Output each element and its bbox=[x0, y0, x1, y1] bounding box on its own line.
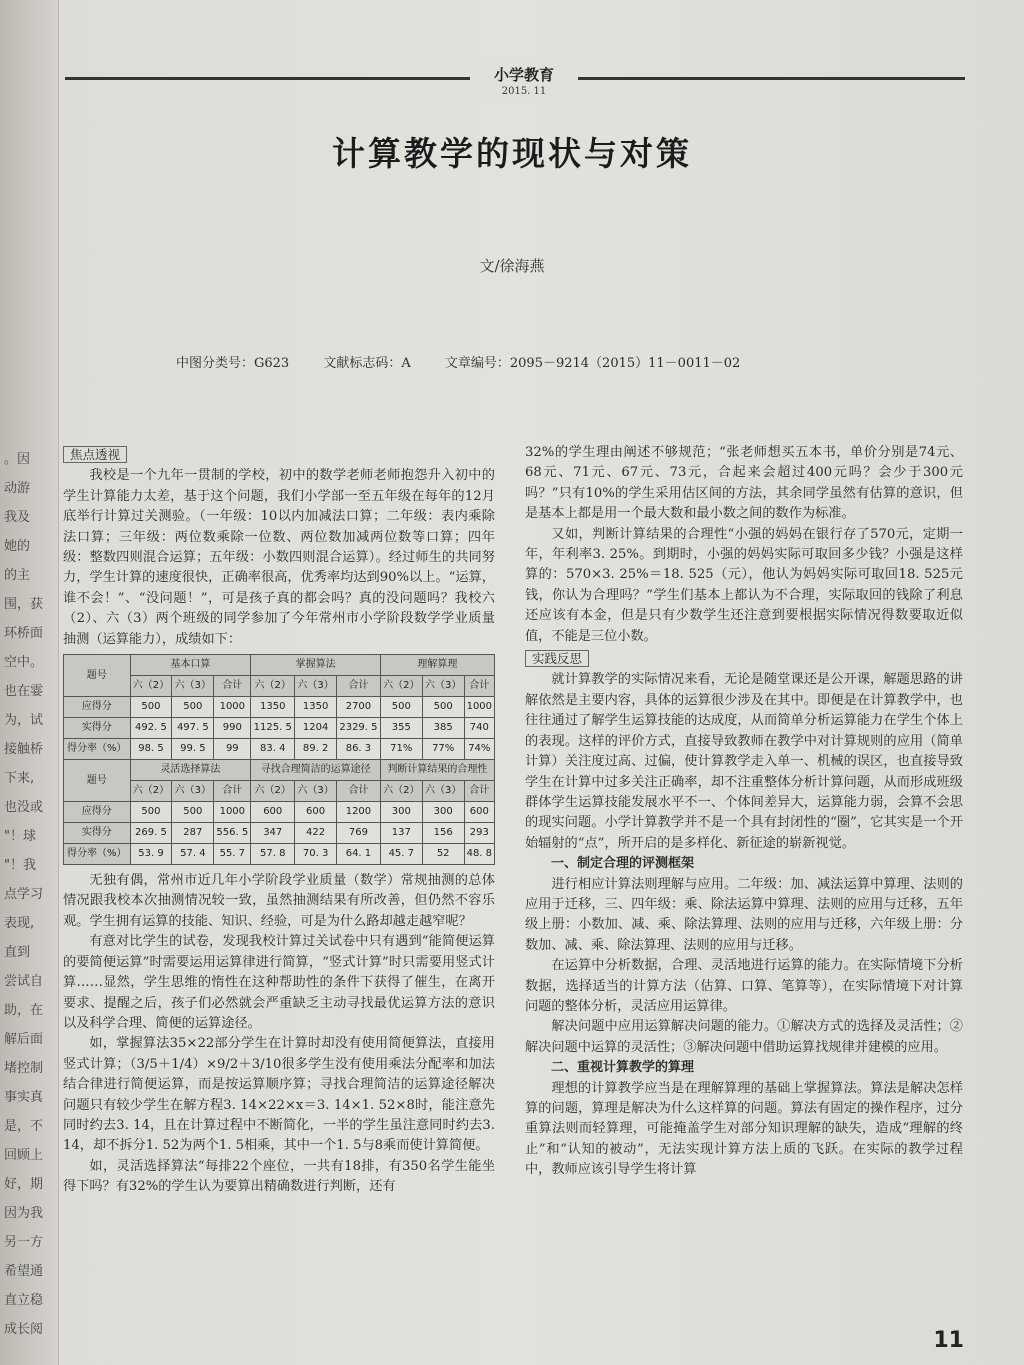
fragment-text: 她的 bbox=[4, 539, 31, 554]
table-cell: 1204 bbox=[295, 718, 337, 739]
score-table-body bbox=[64, 655, 495, 865]
fragment-text: 也在霎 bbox=[4, 684, 44, 699]
sub-header-cell: 六（3） bbox=[172, 676, 214, 697]
table-cell: 99 bbox=[214, 739, 251, 760]
sub-header-cell: 六（3） bbox=[295, 781, 337, 802]
table-cell: 492. 5 bbox=[130, 718, 172, 739]
table-cell: 45. 7 bbox=[380, 844, 422, 865]
sub-header-cell: 合计 bbox=[464, 781, 494, 802]
group-header-cell: 寻找合理简洁的运算途径 bbox=[251, 760, 381, 781]
table-cell: 83. 4 bbox=[251, 739, 295, 760]
row-header-cell: 题号 bbox=[64, 760, 131, 802]
table-cell: 2700 bbox=[337, 697, 381, 718]
group-header-cell: 基本口算 bbox=[130, 655, 251, 676]
fragment-text: 的主 bbox=[4, 568, 31, 583]
table-cell: 86. 3 bbox=[337, 739, 381, 760]
row-header-cell: 题号 bbox=[64, 655, 131, 697]
fragment-text: 另一方 bbox=[4, 1235, 44, 1250]
table-row bbox=[64, 823, 495, 844]
table-cell: 500 bbox=[380, 697, 422, 718]
table-cell: 347 bbox=[251, 823, 295, 844]
journal-name: 小学教育 bbox=[493, 66, 554, 84]
paragraph: 如，掌握算法35×22部分学生在计算时却没有使用简便算法，直接用竖式计算；（3/5＋1/4）×9/2＋3/10很多学生没有使用乘法分配率和加法结合律进行简便运算，而是按运算顺序算；寻找合理简洁的运算途径解决问题只有较少学生在解方程3. 14×22×x＝3. 14×1. 52×8时，能注意先同时约去3. 14，且在计算过程中不断简化，一半的学生虽注意同时约去3. 14，却不拆分1. 52为两个1. 5相乘，其中一个1. 5与8乘而使计算简便。 bbox=[63, 1036, 495, 1154]
table-cell: 500 bbox=[422, 697, 464, 718]
table-cell: 385 bbox=[422, 718, 464, 739]
fragment-text: 助，在 bbox=[4, 1003, 44, 1018]
paragraph: 进行相应计算法则理解与应用。二年级：加、减法运算中算理、法则的应用于迁移，三、四年级：乘、除法运算中算理、法则的应用与迁移，五年级上册：小数加、减、乘、除法算理、法则的应用与迁移，六年级上册：分数加、减、乘、除法算理、法则的应用与迁移。 bbox=[525, 876, 963, 953]
table-cell: 98. 5 bbox=[130, 739, 172, 760]
table-row bbox=[64, 739, 495, 760]
fragment-text: 空中。 bbox=[4, 655, 44, 670]
paragraph: 有意对比学生的试卷，发现我校计算过关试卷中只有遇到“能简便运算的要简便运算”时需要运用运算律进行简算，“竖式计算”时只需要用竖式计算……显然，学生思维的惰性在这种帮助性的条件下获得了催生，在离开要求、提醒之后，孩子们必然就会严重缺乏主动寻找最优运算方法的意识以及科学合理、简便的运算途径。 bbox=[63, 934, 495, 1031]
group-header-cell: 灵活选择算法 bbox=[130, 760, 251, 781]
paragraph: 我校是一个九年一贯制的学校，初中的数学老师老师抱怨升入初中的学生计算能力太差，基于这个问题，我们小学部一至五年级在每年的12月底举行计算过关测验。（一年级：10以内加减法口算；二年级：表内乘除法口算；三年级：两位数乘除一位数、两位数加减两位数等口算；四年级：整数四则混合运算；五年级：小数四则混合运算）。经过师生的共同努力，学生计算的速度很快，正确率很高，优秀率均达到90%以上。“运算，谁不会！”、“没问题！”，可是孩子真的都会吗？真的没问题吗？我校六（2）、六（3）两个班级的同学参加了今年常州市小学阶段数学学业质量抽测（运算能力），成绩如下： bbox=[63, 468, 495, 647]
left-column bbox=[63, 443, 495, 1198]
fragment-text: 。因 bbox=[4, 452, 31, 467]
paragraph: 在运算中分析数据，合理、灵活地进行运算的能力。在实际情境下分析数据，选择适当的计算方法（估算、口算、笔算等），在实际情境下对计算问题的整体分析，灵活应用运算律。 bbox=[525, 958, 963, 1014]
fragment-text: "！我 bbox=[4, 858, 36, 873]
table-cell: 48. 8 bbox=[464, 844, 494, 865]
row-label-cell: 实得分 bbox=[64, 823, 131, 844]
document-code: 文献标志码：A bbox=[323, 356, 411, 371]
table-cell: 1200 bbox=[337, 802, 381, 823]
sub-header-cell: 六（2） bbox=[251, 676, 295, 697]
fragment-text: 环桥面 bbox=[4, 626, 44, 641]
group-header-cell: 理解算理 bbox=[380, 655, 494, 676]
table-cell: 1000 bbox=[214, 697, 251, 718]
table-cell: 156 bbox=[422, 823, 464, 844]
table-cell: 77% bbox=[422, 739, 464, 760]
table-cell: 500 bbox=[172, 697, 214, 718]
table-cell: 287 bbox=[172, 823, 214, 844]
row-label-cell: 实得分 bbox=[64, 718, 131, 739]
fragment-text: 表现, bbox=[4, 916, 35, 931]
table-cell: 293 bbox=[464, 823, 494, 844]
table-cell: 600 bbox=[464, 802, 494, 823]
table-cell: 600 bbox=[251, 802, 295, 823]
table-cell: 355 bbox=[380, 718, 422, 739]
fragment-text: 接触桥 bbox=[4, 742, 44, 757]
table-cell: 1125. 5 bbox=[251, 718, 295, 739]
journal-date: 2015. 11 bbox=[501, 86, 547, 97]
paragraph: 如，灵活选择算法“每排22个座位，一共有18排，有350名学生能坐得下吗？有32%的学生认为要算出精确数进行判断，还有 bbox=[63, 1158, 495, 1195]
table-cell: 300 bbox=[422, 802, 464, 823]
table-cell: 71% bbox=[380, 739, 422, 760]
table-cell: 53. 9 bbox=[130, 844, 172, 865]
sub-header-cell: 六（2） bbox=[251, 781, 295, 802]
table-cell: 497. 5 bbox=[172, 718, 214, 739]
fragment-text: 尝试自 bbox=[4, 974, 44, 989]
fragment-text: 事实真 bbox=[4, 1090, 44, 1105]
author-line: 文/徐海燕 bbox=[479, 257, 545, 275]
table-cell: 99. 5 bbox=[172, 739, 214, 760]
sub-header-cell: 合计 bbox=[337, 781, 381, 802]
table-cell: 2329. 5 bbox=[337, 718, 381, 739]
table-cell: 57. 4 bbox=[172, 844, 214, 865]
sub-header-cell: 六（2） bbox=[380, 676, 422, 697]
fragment-text: 下来, bbox=[4, 771, 35, 786]
table-cell: 740 bbox=[464, 718, 494, 739]
journal-header bbox=[470, 62, 578, 98]
table-row bbox=[64, 844, 495, 865]
table-cell: 500 bbox=[172, 802, 214, 823]
fragment-text: 是，不 bbox=[4, 1119, 44, 1134]
row-label-cell: 应得分 bbox=[64, 802, 131, 823]
table-row bbox=[64, 718, 495, 739]
classification-line bbox=[176, 352, 770, 371]
fragment-text: 成长阅 bbox=[4, 1322, 44, 1337]
table-cell: 55. 7 bbox=[214, 844, 251, 865]
table-cell: 52 bbox=[422, 844, 464, 865]
sub-header-cell: 六（3） bbox=[422, 676, 464, 697]
table-cell: 1000 bbox=[214, 802, 251, 823]
paragraph: 理想的计算教学应当是在理解算理的基础上掌握算法。算法是解决怎样算的问题，算理是解决为什么这样算的问题。算法有固定的操作程序，过分重算法则而轻算理，可能掩盖学生对部分知识理解的缺失，造成“理解的终止”和“认知的被动”，无法实现计算方法上质的飞跃。在实际的教学过程中，教师应该引导学生将计算 bbox=[525, 1080, 963, 1178]
score-table bbox=[63, 654, 495, 865]
sub-header-cell: 六（2） bbox=[130, 676, 172, 697]
paragraph: 无独有偶，常州市近几年小学阶段学业质量（数学）常规抽测的总体情况跟我校本次抽测情况较一致，虽然抽测结果有所改善，但仍然不容乐观。学生拥有运算的技能、知识、经验，可是为什么路却越走越窄呢？ bbox=[63, 873, 495, 929]
table-cell: 1350 bbox=[251, 697, 295, 718]
sub-header-cell: 六（3） bbox=[422, 781, 464, 802]
sub-header-cell: 六（3） bbox=[172, 781, 214, 802]
table-cell: 300 bbox=[380, 802, 422, 823]
fragment-text: 因为我 bbox=[4, 1206, 44, 1221]
table-row bbox=[64, 802, 495, 823]
previous-page-edge bbox=[0, 0, 59, 1365]
paragraph: 解决问题中应用运算解决问题的能力。①解决方式的选择及灵活性；②解决问题中运算的灵活性；③解决问题中借助运算找规律并建模的应用。 bbox=[525, 1019, 963, 1055]
section-heading: 二、重视计算教学的算理 bbox=[551, 1060, 695, 1076]
page-number: 11 bbox=[933, 1328, 964, 1353]
right-column bbox=[525, 443, 963, 1181]
table-cell: 269. 5 bbox=[130, 823, 172, 844]
fragment-text: 回顾上 bbox=[4, 1148, 44, 1163]
fragment-text: 好，期 bbox=[4, 1177, 44, 1192]
section-practice-label: 实践反思 bbox=[525, 650, 589, 667]
article-number: 文章编号：2095－9214（2015）11－0011－02 bbox=[444, 356, 741, 371]
clc-number: 中图分类号：G623 bbox=[176, 356, 290, 371]
group-header-cell: 掌握算法 bbox=[251, 655, 381, 676]
article-title: 计算教学的现状与对策 bbox=[332, 134, 692, 173]
fragment-text: 我及 bbox=[4, 510, 31, 525]
table-cell: 137 bbox=[380, 823, 422, 844]
fragment-text: 也没或 bbox=[4, 800, 44, 815]
fragment-text: 解后面 bbox=[4, 1032, 44, 1047]
table-cell: 89. 2 bbox=[295, 739, 337, 760]
table-cell: 422 bbox=[295, 823, 337, 844]
table-cell: 500 bbox=[130, 802, 172, 823]
table-cell: 769 bbox=[337, 823, 381, 844]
sub-header-cell: 合计 bbox=[337, 676, 381, 697]
sub-header-cell: 合计 bbox=[464, 676, 494, 697]
table-cell: 57. 8 bbox=[251, 844, 295, 865]
fragment-text: 围，获 bbox=[4, 597, 44, 612]
sub-header-cell: 合计 bbox=[214, 676, 251, 697]
paragraph: 32%的学生理由阐述不够规范；“张老师想买五本书，单价分别是74元、68元、71元、67元、73元，合起来会超过400元吗？会少于300元吗？”只有10%的学生采用估区间的方法，其余同学虽然有估算的意识，但是基本上都是用一个最大数和最小数之间的数作为标准。 bbox=[525, 445, 963, 522]
fragment-text: 直到 bbox=[4, 945, 31, 960]
fragment-text: 直立稳 bbox=[4, 1293, 44, 1308]
section-focus-label: 焦点透视 bbox=[63, 446, 127, 463]
fragment-text: 动游 bbox=[4, 481, 31, 496]
fragment-text: "！球 bbox=[4, 829, 36, 844]
paragraph: 就计算教学的实际情况来看，无论是随堂课还是公开课，解题思路的讲解依然是主要内容，具体的运算很少涉及在其中。即便是在计算教学中，也往往通过了解学生运算技能的达成度，从而简单分析运算能力在学生个体上的表现。这样的评价方式，直接导致教师在教学中对计算规则的应用（简单计算）关注度过高、过偏，使计算教学走入单一、机械的误区，也直接导致学生在计算中过多关注正确率，却不注重整体分析计算问题，从而形成班级群体学生运算技能发展水平不一、个体间差异大，运算能力弱，会算不会思的现实问题。小学计算教学并不是一个具有封闭性的“圈”，它其实是一个开始辐射的“点”，所开启的是多样化、新征途的崭新视觉。 bbox=[525, 672, 963, 851]
fragment-text: 希望通 bbox=[4, 1264, 44, 1279]
table-cell: 990 bbox=[214, 718, 251, 739]
table-cell: 64. 1 bbox=[337, 844, 381, 865]
table-row bbox=[64, 697, 495, 718]
table-cell: 556. 5 bbox=[214, 823, 251, 844]
table-cell: 600 bbox=[295, 802, 337, 823]
table-group-header bbox=[64, 760, 495, 781]
table-cell: 1350 bbox=[295, 697, 337, 718]
paragraph: 又如，判断计算结果的合理性“小强的妈妈在银行存了570元，定期一年，年利率3. 25%。到期时，小强的妈妈实际可取回多少钱？小强是这样算的：570×3. 25%＝18. 525（元），他认为妈妈实际可取回18. 525元钱，你认为合理吗？”学生们基本上都认为不合理，实际取回的钱除了利息还应该有本金，但是只有少数学生还注意到要根据实际情况得数要取近似值，不能是三位小数。 bbox=[525, 526, 963, 644]
sub-header-cell: 六（3） bbox=[295, 676, 337, 697]
table-group-header bbox=[64, 655, 495, 676]
section-heading: 一、制定合理的评测框架 bbox=[551, 856, 695, 872]
row-label-cell: 得分率（%） bbox=[64, 739, 131, 760]
row-label-cell: 得分率（%） bbox=[64, 844, 131, 865]
row-label-cell: 应得分 bbox=[64, 697, 131, 718]
table-cell: 500 bbox=[130, 697, 172, 718]
fragment-text: 堵控制 bbox=[4, 1061, 44, 1076]
sub-header-cell: 六（2） bbox=[380, 781, 422, 802]
table-cell: 1000 bbox=[464, 697, 494, 718]
table-cell: 70. 3 bbox=[295, 844, 337, 865]
fragment-text: 点学习 bbox=[4, 887, 44, 902]
fragment-text: 为，试 bbox=[4, 713, 44, 728]
sub-header-cell: 六（2） bbox=[130, 781, 172, 802]
group-header-cell: 判断计算结果的合理性 bbox=[380, 760, 494, 781]
sub-header-cell: 合计 bbox=[214, 781, 251, 802]
table-cell: 74% bbox=[464, 739, 494, 760]
